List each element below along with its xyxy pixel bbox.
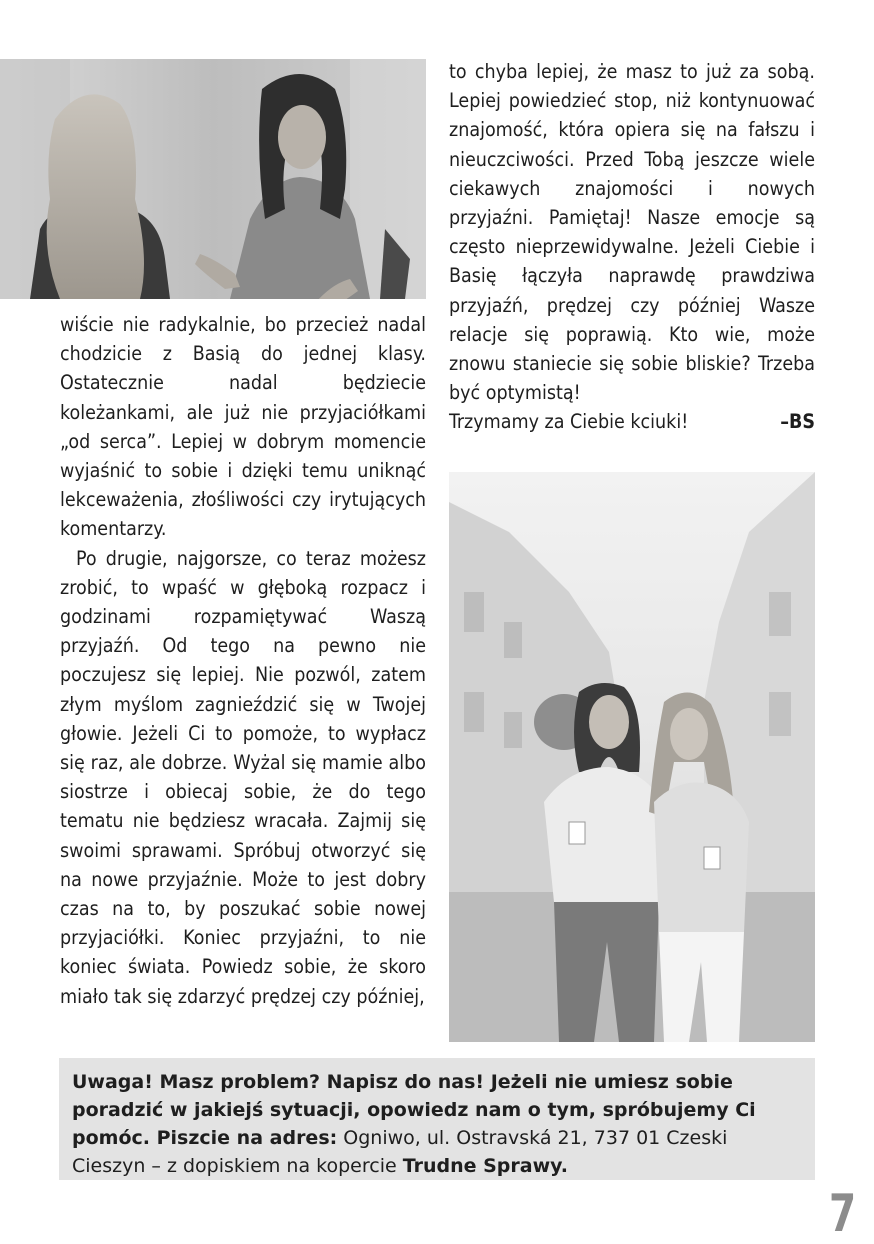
closing-text: Trzymamy za Ciebie kciuki! — [449, 410, 689, 434]
notice-bold-outro: Trudne Sprawy. — [402, 1155, 568, 1177]
reader-notice-box — [59, 1058, 815, 1180]
notice-address: Ogniwo, ul. Ostravská 21, 737 01 Czeski Cieszyn – z dopiskiem na kopercie — [72, 1127, 728, 1177]
photo-walking-friends — [449, 472, 815, 1042]
page-number: 7 — [828, 1184, 856, 1244]
article-column-right — [449, 57, 815, 437]
article-column-left — [60, 310, 426, 1011]
notice-bold-intro: Uwaga! Masz problem? Napisz do nas! Jeżeli nie umiesz sobie poradzić w jakiejś sytuacji, opowiedz nam o tym, spróbujemy Ci pomóc. Piszcie na adres: — [72, 1071, 756, 1149]
paragraph: to chyba lepiej, że masz to już za sobą. Lepiej powiedzieć stop, niż kontynuować znajomość, która opiera się na fałszu i nieuczciwości. Przed Tobą jeszcze wiele ciekawych znajomości i nowych przyjaźni. Pamiętaj! Nasze emocje są często nieprzewidywalne. Jeżeli Ciebie i Basię łączyła naprawdę prawdziwa przyjaźń, prędzej czy później Wasze relacje się poprawią. Kto wie, może znowu staniecie się sobie bliskie? Trzeba być optymistą! — [449, 60, 815, 405]
author-signature: –BS — [780, 410, 815, 434]
photo-arguing-women — [0, 59, 426, 299]
paragraph: Po drugie, najgorsze, co teraz możesz zrobić, to wpaść w głęboką rozpacz i godzinami rozpamiętywać Waszą przyjaźń. Od tego na pewno nie poczujesz się lepiej. Nie pozwól, zatem złym myślom zagnieździć się w Twojej głowie. Jeżeli Ci to pomoże, to wypłacz się raz, ale dobrze. Wyżal się mamie albo siostrze i obiecaj sobie, że do tego tematu nie będziesz wracała. Zajmij się swoimi sprawami. Spróbuj otworzyć się na nowe przyjaźnie. Może to jest dobry czas na to, by poszukać sobie nowej przyjaciółki. Koniec przyjaźni, to nie koniec świata. Powiedz sobie, że skoro miało tak się zdarzyć prędzej czy później, — [60, 546, 426, 1008]
closing-line — [449, 407, 815, 436]
paragraph: wiście nie radykalnie, bo przecież nadal chodzicie z Basią do jednej klasy. Ostatecznie nadal będziecie koleżankami, ale już nie przyjaciółkami „od serca”. Lepiej w dobrym momencie wyjaśnić to sobie i dzięki temu uniknąć lekceważenia, złośliwości czy irytujących komentarzy. — [60, 313, 426, 541]
